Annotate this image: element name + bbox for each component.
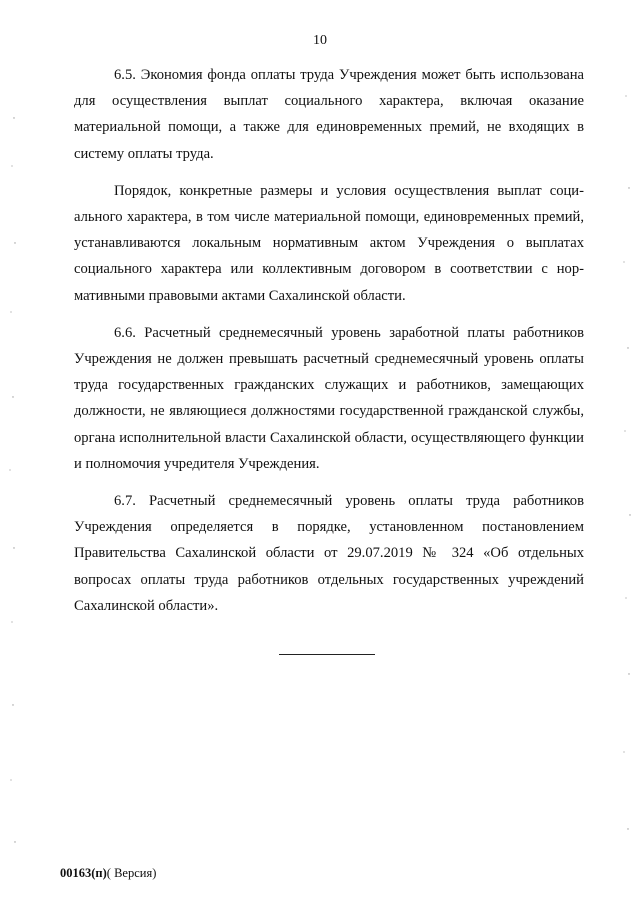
document-code: 00163(п) [60,866,107,880]
end-separator-line [279,654,375,655]
document-body [74,62,584,619]
paragraph-procedure: Порядок, конкретные размеры и условия осуществления выплат социального характера, в том числе материальной помощи, единовременных премий, устанавливаются локальным нормативным актом Учреждения о выплатах социального характера или коллективным договором в соответствии с нормативными правовыми актами Сахалинской области. [74,182,584,304]
paragraph-6-6: 6.6. Расчетный среднемесячный уровень заработной платы работников Учреждения не должен превышать расчетный среднемесячный уровень оплаты труда государственных гражданских служащих и работников, замещающих должности, не являющиеся должностями государственной гражданской службы, органа исполнительной власти Сахалинской области, осуществляющего функции и полномочия учредителя Учреждения. [74,324,584,472]
paragraph-6-7: 6.7. Расчетный среднемесячный уровень оплаты труда работников Учреждения определяется в порядке, установленном постановлением Правительства Сахалинской области от 29.07.2019 № 324 «Об отдельных вопросах оплаты труда работников отдельных государственных учреждений Сахалинской области». [74,493,584,614]
footer [60,866,156,881]
paragraph-6-5: 6.5. Экономия фонда оплаты труда Учреждения может быть использована для осуществления выплат социального характера, включая оказание материальной помощи, а также для единовременных премий, не входящих в систему оплаты труда. [74,67,584,162]
page-number: 10 [313,33,327,48]
document-version: ( Версия) [106,866,157,880]
